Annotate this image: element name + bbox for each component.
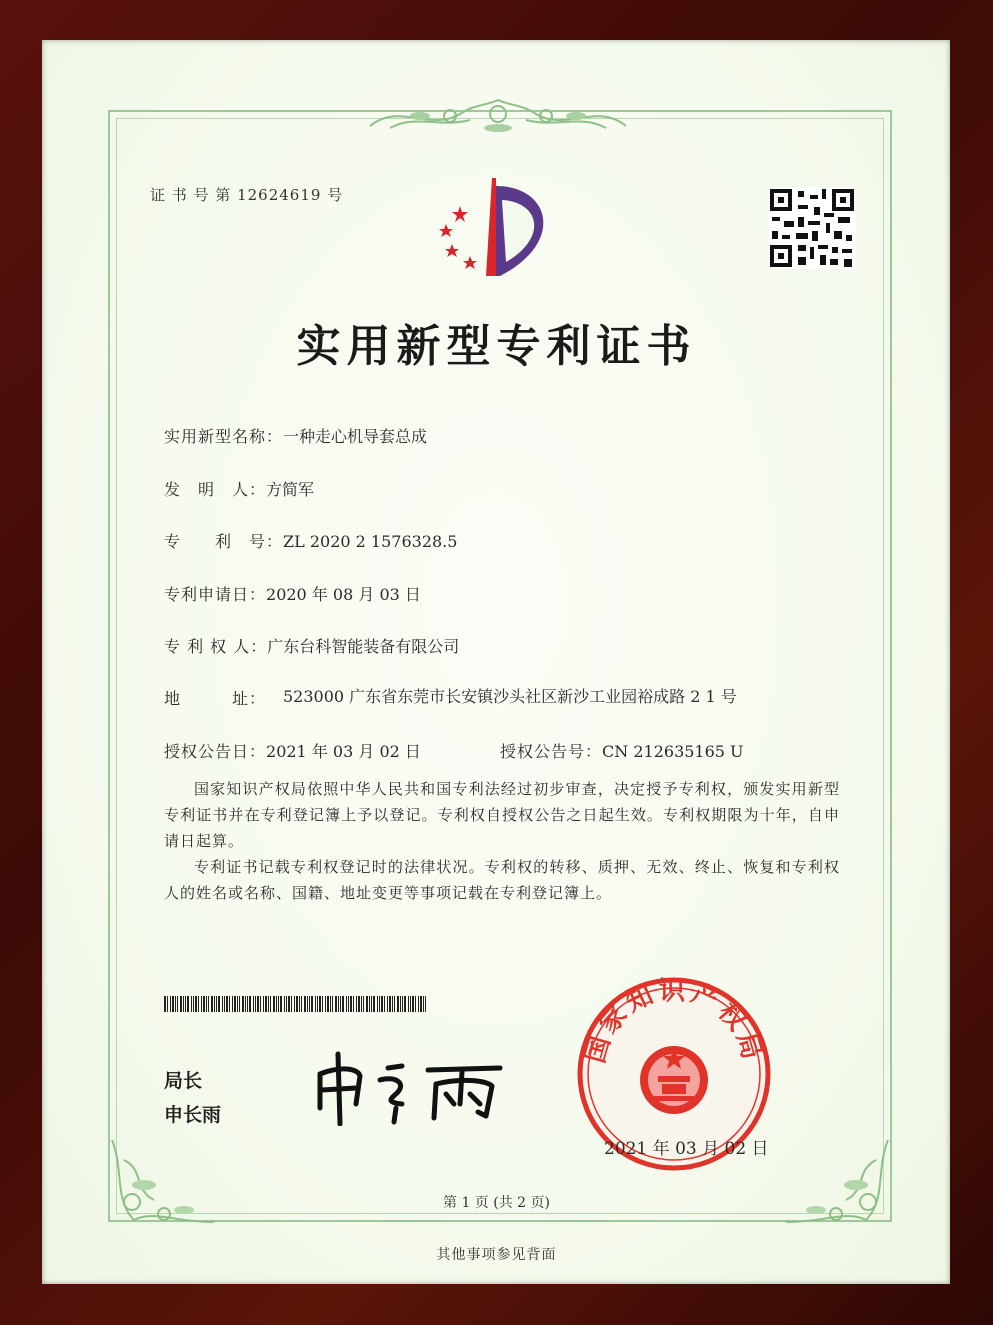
grant-date-label: 授权公告日： [164,742,267,761]
grant-number-value: CN 212635165 U [602,742,744,761]
top-floral-ornament-icon [360,92,636,138]
address-row [164,686,266,709]
bottom-left-floral-ornament-icon [104,1130,224,1230]
inventor-value: 方简军 [266,480,315,499]
seal-date: 2021 年 03 月 02 日 [604,1139,769,1159]
address-label: 地 址： [164,689,267,708]
filing-date-value: 2020 年 08 月 03 日 [266,585,421,604]
legal-paragraph-1: 国家知识产权局依照中华人民共和国专利法经过初步审查，决定授予专利权，颁发实用新型专利证书并在专利登记簿上予以登记。专利权自授权公告之日起生效。专利权期限为十年，自申请日起算。 [164,780,840,850]
name-value: 一种走心机导套总成 [283,427,428,446]
name-row [164,424,427,447]
director-signature-icon [310,1046,510,1126]
patent-number-row [164,529,457,552]
patent-number-value: ZL 2020 2 1576328.5 [283,532,458,551]
seal-text: 国家知识产权局 [580,976,768,1067]
qr-code-icon [768,187,856,269]
grant-number-row [500,739,744,762]
address-value: 523000 广东省东莞市长安镇沙头社区新沙工业园裕成路 2 1 号 [283,687,737,706]
bottom-right-floral-ornament-icon [776,1130,896,1230]
inventor-label: 发 明 人： [164,480,267,499]
director-name: 申长雨 [164,1104,222,1126]
grant-number-label: 授权公告号： [500,742,603,761]
grant-date-row [164,739,421,762]
patentee-row [164,634,459,657]
director-title: 局长 [164,1070,203,1092]
patentee-value: 广东台科智能装备有限公司 [267,637,460,656]
certificate-title: 实用新型专利证书 [296,321,697,372]
certificate-number: 证 书 号 第 12624619 号 [150,186,344,204]
inventor-row [164,477,314,500]
name-label: 实用新型名称： [164,427,284,446]
barcode-icon [164,996,428,1012]
patentee-label: 专 利 权 人： [164,637,268,656]
grant-date-value: 2021 年 03 月 02 日 [266,742,421,761]
legal-paragraph-2: 专利证书记载专利权登记时的法律状况。专利权的转移、质押、无效、终止、恢复和专利权人的姓名或名称、国籍、地址变更等事项记载在专利登记簿上。 [164,858,840,902]
patent-office-logo-icon [430,172,570,282]
page-number: 第 1 页 (共 2 页) [443,1195,550,1211]
filing-date-row [164,582,421,605]
filing-date-label: 专利申请日： [164,585,267,604]
back-note: 其他事项参见背面 [436,1247,557,1263]
patent-number-label: 专 利 号： [164,532,284,551]
